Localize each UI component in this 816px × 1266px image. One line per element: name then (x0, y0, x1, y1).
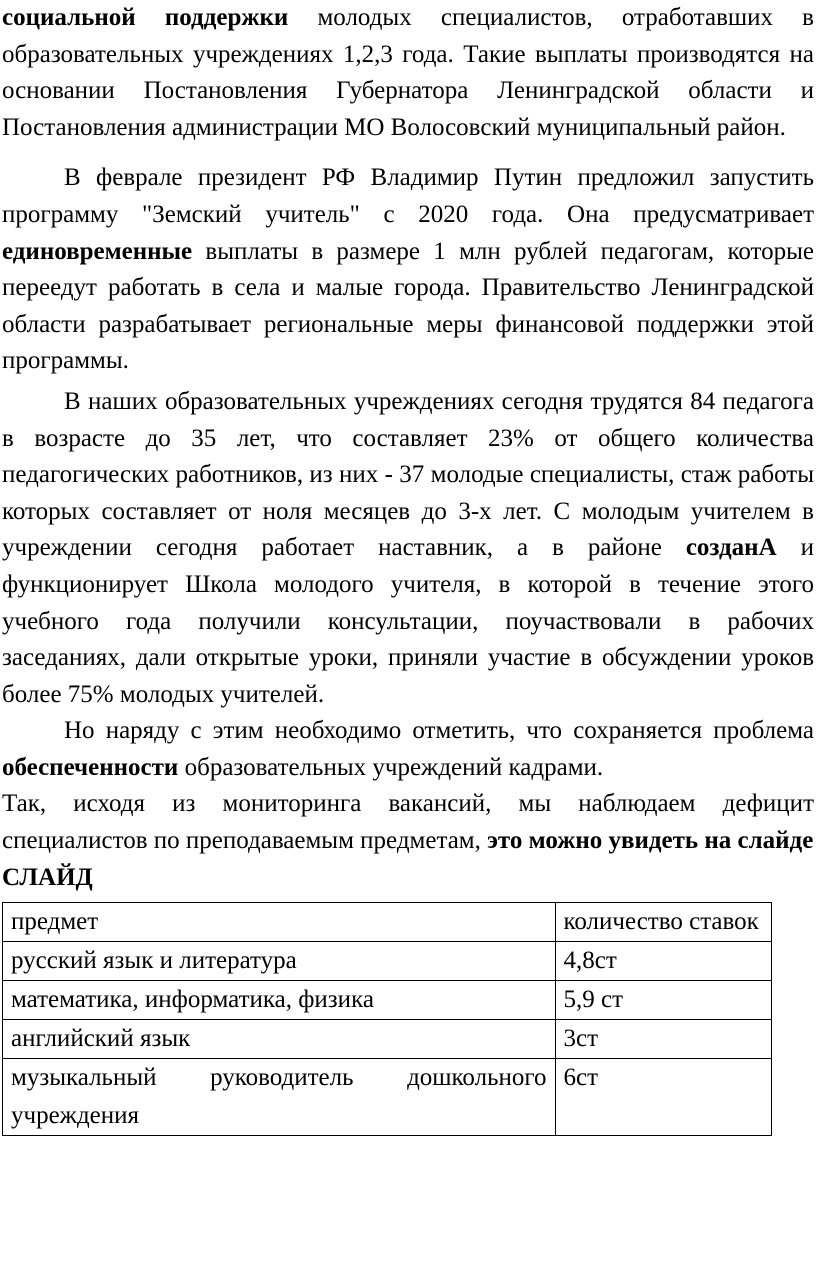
table-row (3, 1058, 772, 1135)
bold-phrase: это можно увидеть на слайде (487, 827, 814, 855)
paragraph-text: В наших образовательных учреждениях сегодня трудятся 84 педагога в возрасте до 35 лет, что составляет 23% от общего количества педагогических работников, из них - 37 молодые специалисты, стаж работы которых составляет от ноля месяцев до 3-х лет. С молодым учителем в учреждении сегодня работает наставник, а в районе (2, 387, 814, 562)
paragraph-staffing-problem (2, 713, 814, 786)
paragraph-social-support (2, 0, 814, 146)
paragraph-text: и функционирует Школа молодого учителя, в которой в течение этого учебного года получили консультации, поучаствовали в рабочих заседаниях, дали открытые уроки, приняли участие в обсуждении уроков более 75% молодых учителей. (2, 534, 814, 708)
table-cell-count: 5,9 ст (555, 980, 772, 1019)
table-cell-subject: музыкальный руководитель дошкольного учреждения (3, 1058, 556, 1135)
table-header-cell: предмет (3, 902, 556, 941)
table-row (3, 980, 772, 1019)
bold-phrase: социальной поддержки (2, 4, 289, 31)
slide-heading: СЛАЙД (2, 863, 93, 891)
paragraph-text: образовательных учреждений кадрами. (178, 753, 604, 781)
paragraph-text: молодых специалистов, отработавших в образовательных учреждениях 1,2,3 года. Такие выплаты производятся на основании Постановления Губернатора Ленинградской области и Постановления администрации МО Волосовский муниципальный район. (2, 4, 814, 141)
paragraph-text: Но наряду с этим необходимо отметить, что сохраняется проблема (64, 717, 814, 745)
paragraph-zemsky-teacher (2, 160, 814, 380)
paragraph-young-teachers (2, 384, 814, 713)
paragraph-text: выплаты в размере 1 млн рублей педагогам, которые переедут работать в села и малые города. Правительство Ленинградской области разрабатывает региональные меры финансовой поддержки этой программы. (2, 237, 814, 375)
table-cell-count: 3ст (555, 1019, 772, 1058)
bold-phrase: единовременные (2, 237, 193, 265)
bold-phrase: созданА (685, 534, 777, 562)
table-row (3, 941, 772, 980)
table-cell-subject: английский язык (3, 1019, 556, 1058)
table-cell-subject: русский язык и литература (3, 941, 556, 980)
table-row (3, 1019, 772, 1058)
table-header-cell: количество ставок (555, 902, 772, 941)
table-cell-count: 4,8ст (555, 941, 772, 980)
table-cell-subject: математика, информатика, физика (3, 980, 556, 1019)
paragraph-text: Так, исходя из мониторинга вакансий, мы наблюдаем дефицит специалистов по преподаваемым предметам, (2, 790, 814, 855)
paragraph-vacancy-monitoring (2, 786, 814, 859)
vacancy-table (2, 902, 772, 1136)
table-header-row (3, 902, 772, 941)
paragraph-text: В феврале президент РФ Владимир Путин предложил запустить программу "Земский учитель" с 2020 года. Она предусматривает (2, 164, 814, 228)
bold-phrase: обеспеченности (2, 753, 179, 781)
table-cell-count: 6ст (555, 1058, 772, 1135)
